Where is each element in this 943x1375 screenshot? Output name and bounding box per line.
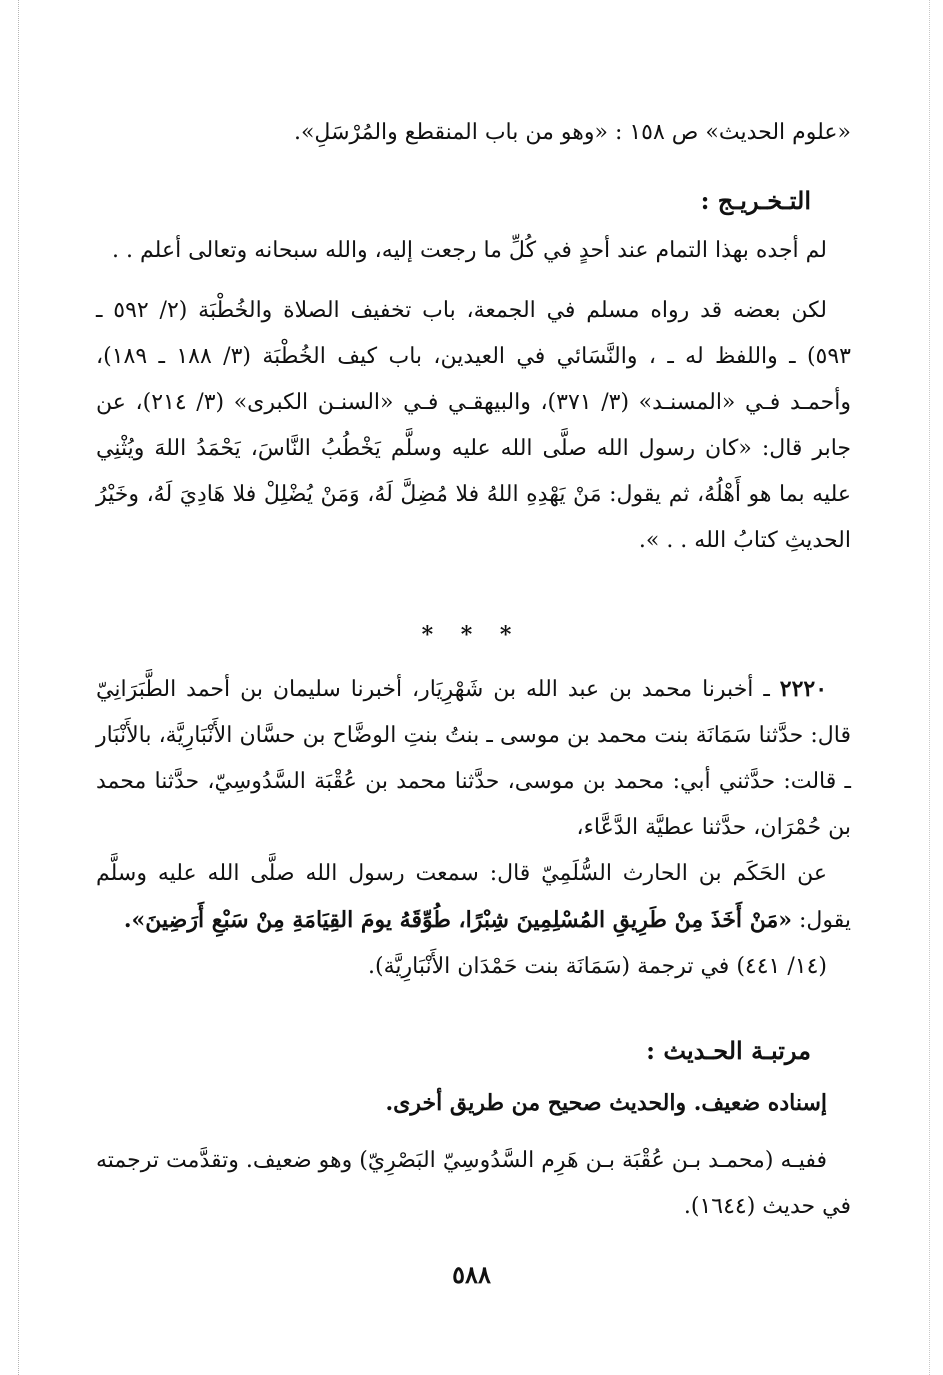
intro-section bbox=[96, 110, 851, 156]
takhrij-section bbox=[96, 178, 851, 564]
page-edge-left bbox=[18, 0, 20, 1375]
hadith-number: ٢٢٢٠ bbox=[779, 676, 828, 702]
page-number: ٥٨٨ bbox=[452, 1260, 491, 1289]
intro-line: «علوم الحديث» ص ١٥٨ : «وهو من باب المنقطع والمُرْسَلِ». bbox=[293, 120, 851, 145]
page-edge-right bbox=[929, 0, 931, 1375]
rutba-verdict: إسناده ضعيف. والحديث صحيح من طريق أخرى. bbox=[385, 1090, 827, 1116]
hadith-reference: (١٤/ ٤٤١) في ترجمة (سَمَانَة بنت حَمْدَان الأَنْبَارِيَّة). bbox=[368, 954, 827, 979]
hadith-matn-intro: عن الحَكَم بن الحارث السُّلَمِيّ قال: سمعت رسول الله صلَّى الله عليه وسلَّم يقول: bbox=[96, 861, 851, 933]
section-separator: * * * bbox=[421, 622, 522, 648]
hadith-matn-paragraph bbox=[96, 851, 851, 944]
takhrij-paragraph-2: لكن بعضه قد رواه مسلم في الجمعة، باب تخفيف الصلاة والخُطْبَة (٢/ ٥٩٢ ـ ٥٩٣) ـ واللفظ له ـ ، والنَّسَائي في العيدين، باب كيف الخُطْبَة (٣/ ١٨٨ ـ ١٨٩)، وأحمـد فـي «المسنـد» (٣/ ٣٧١)، والبيهقـي فـي «السنـن الكبرى» (٣/ ٢١٤)، عن جابر قال: «كان رسول الله صلَّى الله عليه وسلَّم يَخْطُبُ النَّاسَ، يَحْمَدُ اللهَ ويُثْنِي عليه بما هو أَهْلُهُ، ثم يقول: مَنْ يَهْدِهِ اللهُ فلا مُضِلَّ لَهُ، وَمَنْ يُضْلِلْ فلا هَادِيَ لَهُ، وخَيْرُ الحديثِ كتابُ الله . . ». bbox=[96, 298, 851, 553]
hadith-isnad-paragraph bbox=[96, 666, 851, 851]
hadith-section bbox=[96, 666, 851, 990]
takhrij-paragraph-1: لم أجده بهذا التمام عند أحدٍ في كُلِّ ما رجعت إليه، والله سبحانه وتعالى أعلم . . bbox=[112, 238, 827, 263]
rutba-heading: مرتبـة الحـديث : bbox=[646, 1036, 811, 1065]
rutba-paragraph: ففيـه (محمـد بـن عُقْبَة بـن هَرِم السَّدُوسِيّ البَصْرِيّ) وهو ضعيف. وتقدَّمت ترجمته في حديث (١٦٤٤). bbox=[96, 1148, 851, 1219]
hadith-matn: «مَنْ أَخَذَ مِنْ طَرِيقِ المُسْلِمِينَ شِبْرًا، طُوِّقَهُ يومَ القِيَامَةِ مِنْ سَبْعِ أَرَضِينَ». bbox=[123, 907, 792, 933]
rutba-section bbox=[96, 1028, 851, 1230]
takhrij-heading: التـخـريـج : bbox=[700, 186, 811, 215]
hadith-isnad: ـ أخبرنا محمد بن عبد الله بن شَهْرِيَار، أخبرنا سليمان بن أحمد الطَّبَرَانِيّ قال: حدَّثنا سَمَانَة بنت محمد بن موسى ـ بنتُ بنتِ الوضَّاح بن حسَّان الأَنْبَارِيَّة، بالأَنْبَار ـ قالت: حدَّثني أبي: محمد بن موسى، حدَّثنا محمد بن عُقْبَة السَّدُوسِيّ، حدَّثنا محمد بن حُمْرَان، حدَّثنا عطيَّة الدَّعَّاء، bbox=[96, 677, 851, 840]
